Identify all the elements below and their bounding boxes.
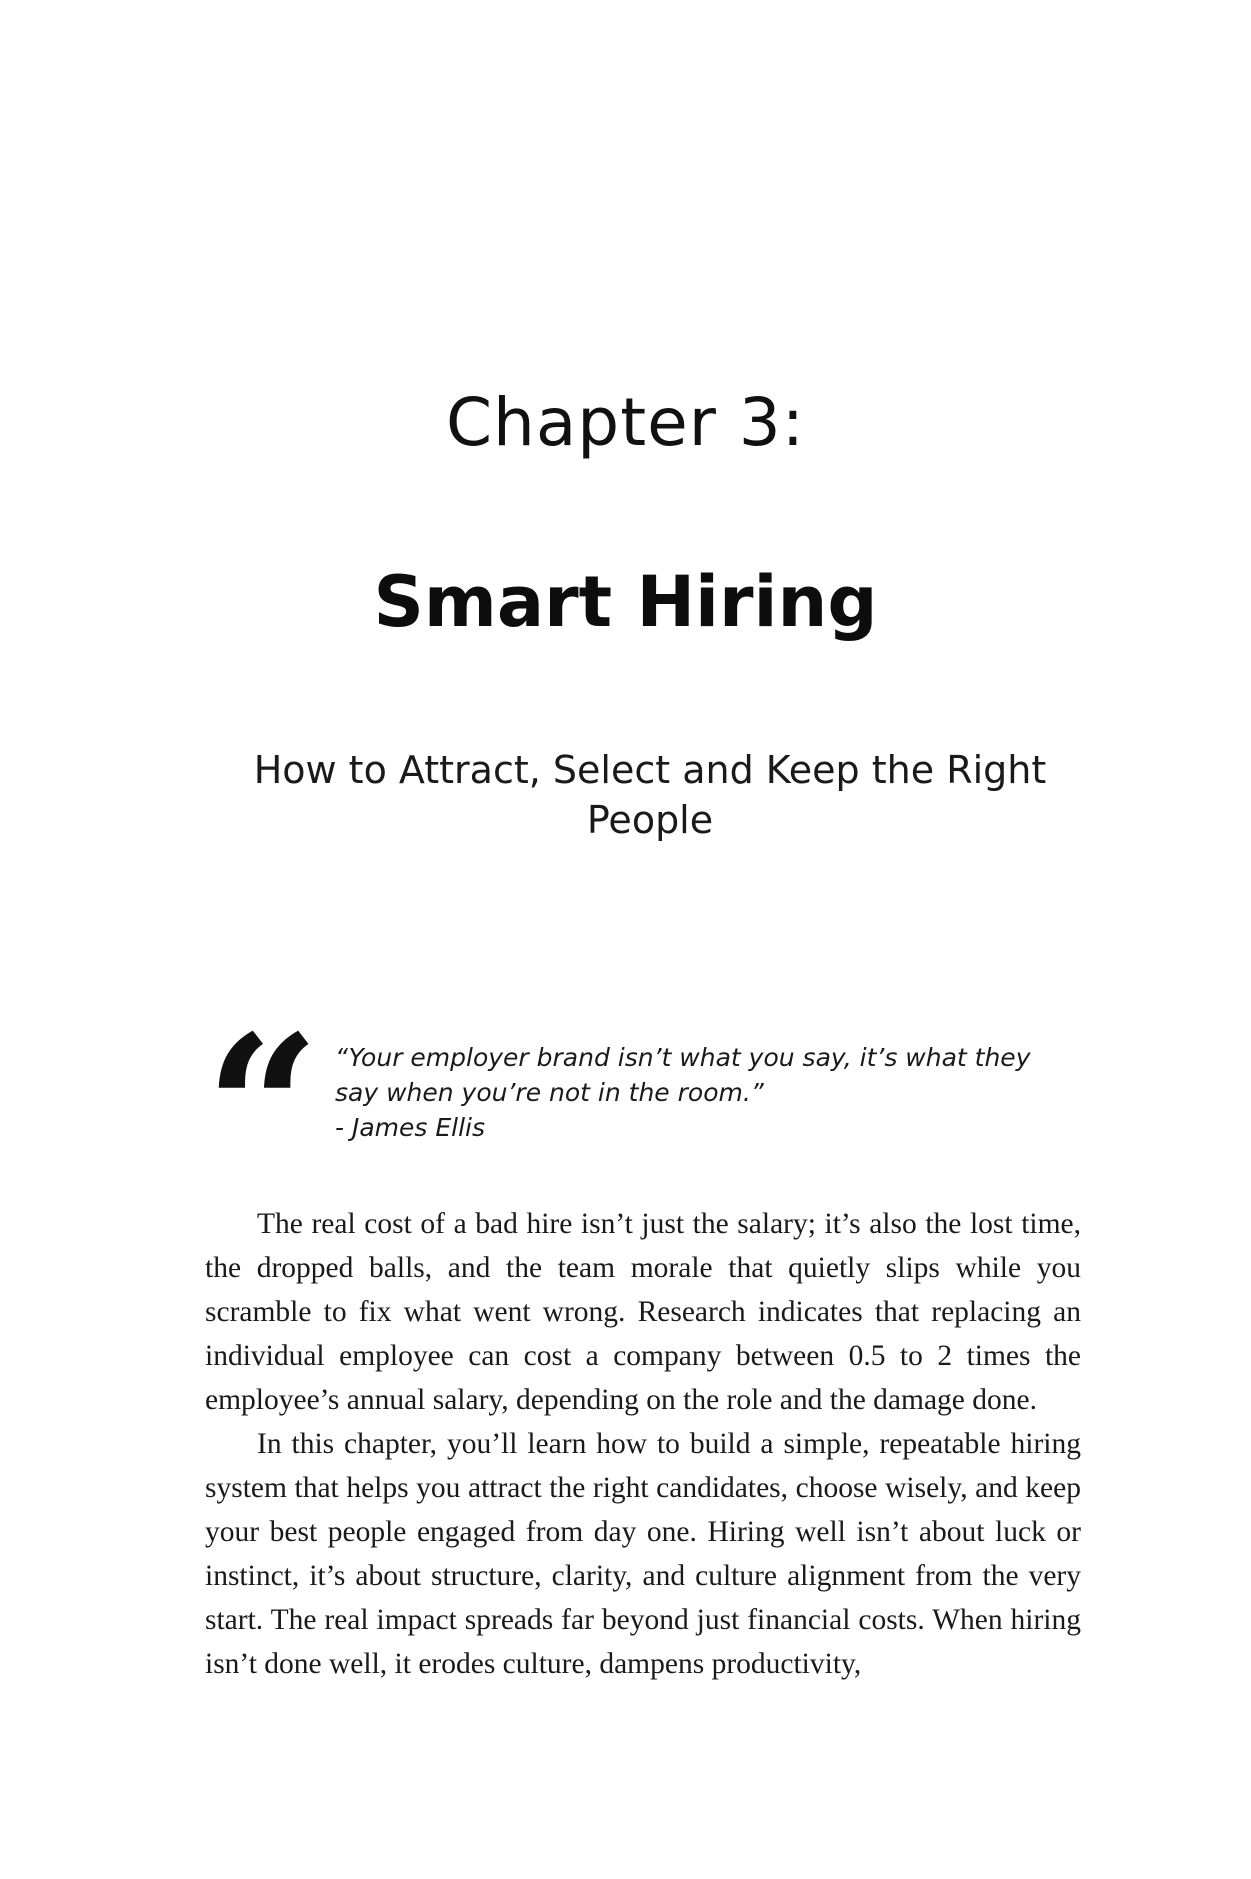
quote-attribution: - James Ellis [335, 1113, 486, 1142]
epigraph-quote [205, 992, 1065, 1227]
body-paragraph-2: In this chapter, you’ll learn how to build a simple, repeatable hiring system that helps you attract the right candidates, choose wisely, and keep your best people engaged from day one. Hiring well isn’t about luck or instinct, it’s about structure, clarity, and culture alignment from the very start. The real impact spreads far beyond just financial costs. When hiring isn’t done well, it erodes culture, dampens productivity, [205, 1428, 1081, 1680]
chapter-title: Smart Hiring [373, 561, 878, 643]
body-paragraph-1: The real cost of a bad hire isn’t just the salary; it’s also the lost time, the dropped balls, and the team morale that quietly slips while you scramble to fix what went wrong. Research indicates that replacing an individual employee can cost a company between 0.5 to 2 times the employee’s annual salary, depending on the role and the damage done. [205, 1208, 1081, 1416]
quote-mark-icon: “ [205, 992, 321, 1227]
quote-text: “Your employer brand isn’t what you say, it’s what they say when you’re not in the room.” [335, 1043, 1031, 1107]
chapter-subtitle: How to Attract, Select and Keep the Right People [253, 748, 1047, 842]
body-text [205, 1202, 1081, 1686]
quote-content [335, 1040, 1065, 1145]
chapter-label: Chapter 3: [445, 384, 806, 461]
